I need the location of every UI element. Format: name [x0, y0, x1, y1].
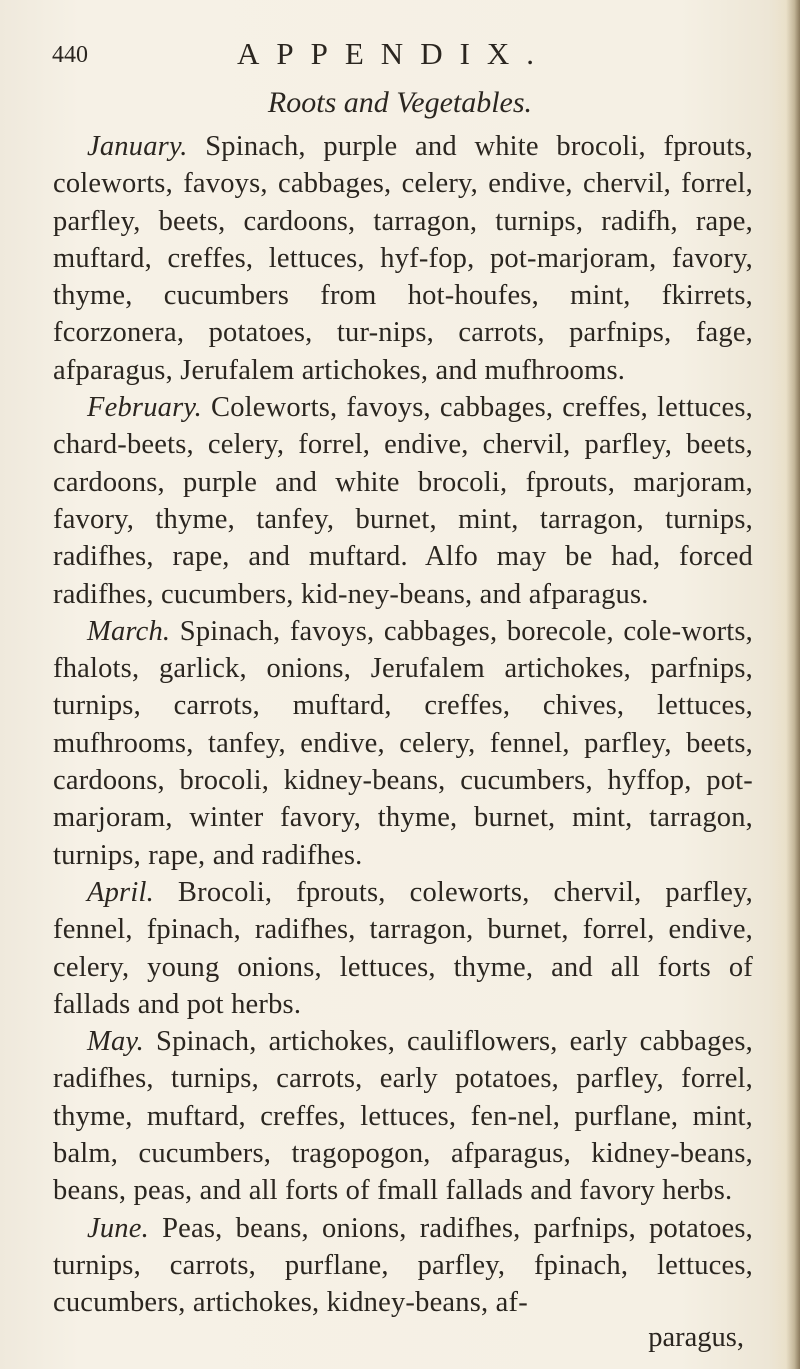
entry-text: Spinach, favoys, cabbages, borecole, cole-worts, fhalots, garlick, onions, Jerufalem artichokes, parfnips, turnips, carrots, muftard, creffes, chives, lettuces, mufhrooms, tanfey, endive, celery, fennel, parfley, beets, cardoons, brocoli, kidney-beans, cucumbers, hyffop, pot-marjoram, winter favory, thyme, burnet, mint, tarragon, turnips, rape, and radifhes. — [53, 615, 753, 871]
entry-text: Spinach, artichokes, cauliflowers, early cabbages, radifhes, turnips, carrots, early potatoes, parfley, forrel, thyme, muftard, creffes, lettuces, fen-nel, purflane, mint, balm, cucumbers, tragopogon, afparagus, kidney-beans, beans, peas, and all forts of fmall fallads and favory herbs. — [53, 1026, 753, 1207]
body-text — [53, 128, 753, 1322]
entry-text: Peas, beans, onions, radifhes, parfnips, potatoes, turnips, carrots, purflane, parfley, fpinach, lettuces, cucumbers, artichokes, kidney-beans, af- — [53, 1212, 753, 1319]
section-title: Roots and Vegetables. — [267, 86, 533, 119]
page-number: 440 — [52, 42, 88, 68]
entry-june — [53, 1210, 753, 1322]
entry-february — [53, 389, 753, 613]
entry-march — [53, 613, 753, 874]
page-edge-shadow — [786, 0, 800, 1369]
entry-text: Spinach, purple and white brocoli, fprouts, coleworts, favoys, cabbages, celery, endive, chervil, forrel, parfley, beets, cardoons, tarragon, turnips, radifh, rape, muftard, creffes, lettuces, hyf-fop, pot-marjoram, favory, thyme, cucumbers from hot-houfes, mint, fkirrets, fcorzonera, potatoes, tur-nips, carrots, parfnips, fage, afparagus, Jerufalem artichokes, and mufhrooms. — [53, 131, 753, 386]
month-label: May. — [87, 1026, 144, 1058]
entry-text: Coleworts, favoys, cabbages, creffes, lettuces, chard-beets, celery, forrel, endive, chervil, parfley, beets, cardoons, purple and white brocoli, fprouts, marjoram, favory, thyme, tanfey, burnet, mint, tarragon, turnips, radifhes, rape, and muftard. Alfo may be had, forced radifhes, cucumbers, kid-ney-beans, and afparagus. — [53, 392, 753, 610]
entry-january — [53, 128, 753, 389]
entry-may — [53, 1023, 753, 1209]
running-title: APPENDIX. — [237, 36, 552, 71]
month-label: February. — [87, 392, 202, 424]
month-label: June. — [87, 1212, 149, 1244]
entry-text: Brocoli, fprouts, coleworts, chervil, parfley, fennel, fpinach, radifhes, tarragon, burnet, forrel, endive, celery, young onions, lettuces, thyme, and all forts of fallads and pot herbs. — [53, 876, 753, 1020]
month-label: April. — [87, 876, 154, 908]
entry-april — [53, 874, 753, 1023]
running-head — [52, 30, 752, 78]
month-label: January. — [87, 131, 188, 162]
catchword: paragus, — [648, 1322, 744, 1353]
month-label: March. — [87, 615, 171, 647]
